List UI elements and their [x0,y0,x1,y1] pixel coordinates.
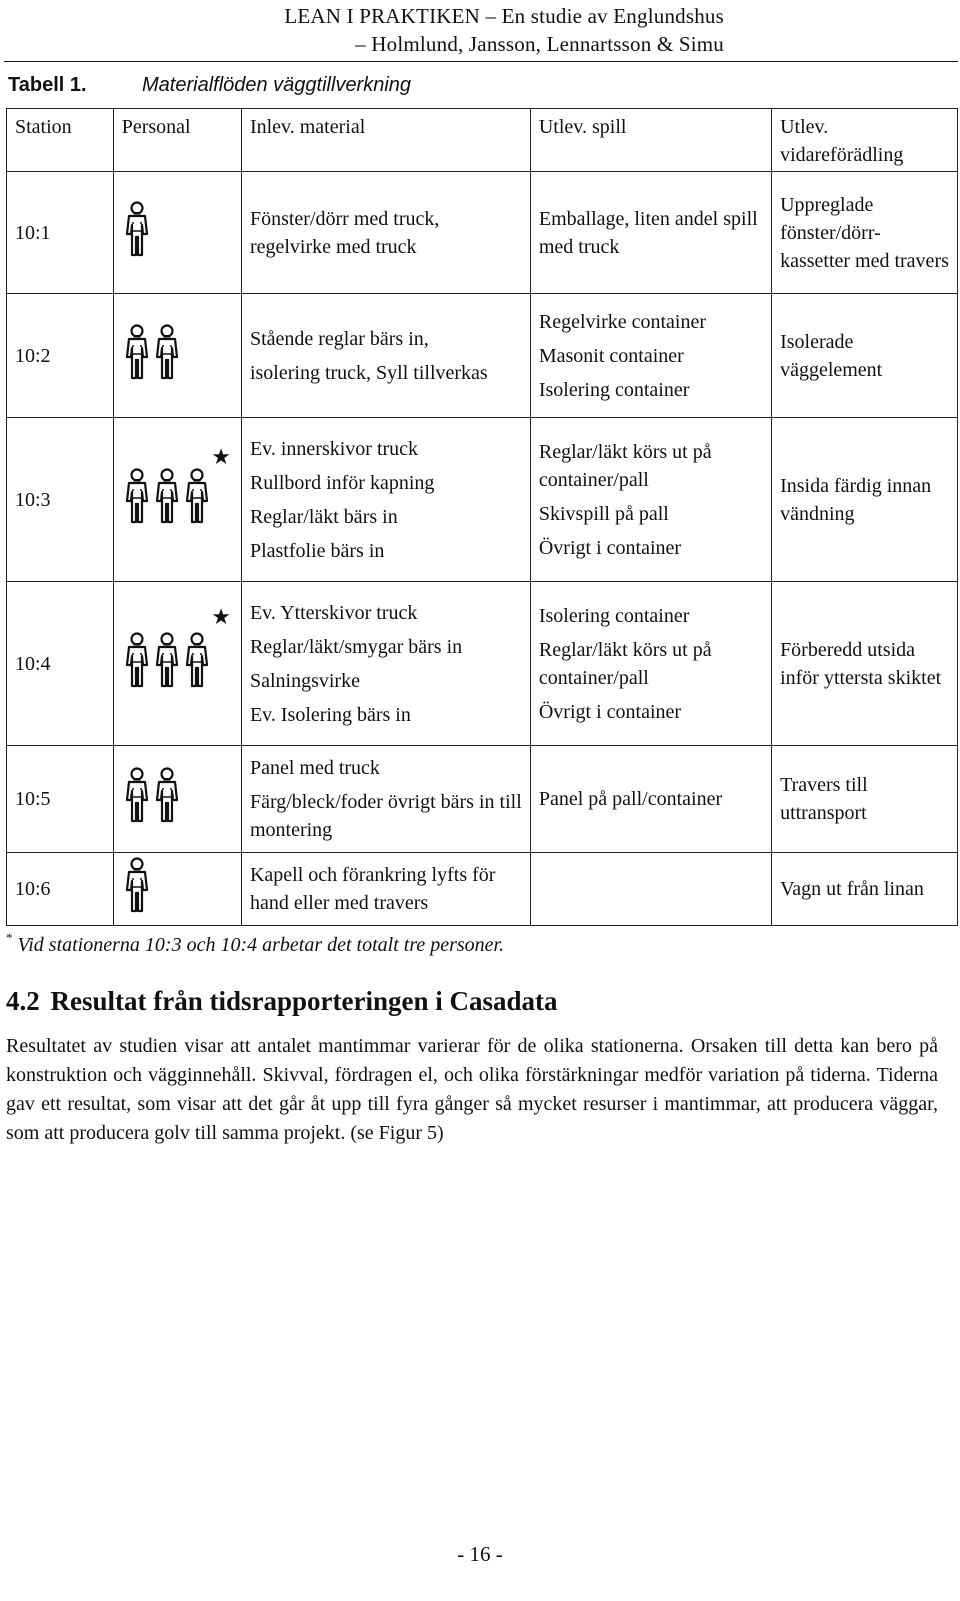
cell-inlev-line: isolering truck, Syll tillverkas [249,361,488,384]
cell-personal [113,853,241,926]
cell-inlev-line: Reglar/läkt/smygar bärs in [249,635,463,658]
cell-vidare [772,294,958,418]
person-icon [182,468,212,524]
person-icon-group [122,857,152,913]
table-caption [8,74,411,97]
cell-inlev-line: Färg/bleck/foder övrigt bärs in till montering [249,791,522,841]
cell-spill [530,418,771,582]
section-title: Resultat från tidsrapporteringen i Casadata [50,986,558,1016]
cell-inlev-line: Ev. Ytterskivor truck [249,601,418,624]
table-row [7,294,958,418]
cell-vidare-line: Förberedd utsida inför yttersta skiktet [780,638,942,689]
person-icon [122,857,152,913]
person-icon [122,324,152,380]
person-icon [122,468,152,524]
section-body: Resultatet av studien visar att antalet mantimmar varierar för de olika stationerna. Orsaken till detta kan bero på konstruktion och vägginnehåll. Skivval, fördragen el, och olika förstärkningar medför variation på tiderna. Tiderna gav ett resultat, som visar att det går åt upp till fyra gånger så mycket resurser i mantimmar, att producera väggar, som att producera golv till samma projekt. (se Figur 5) [6,1035,938,1144]
cell-spill [530,853,771,926]
person-icon [152,767,182,823]
cell-spill-line: Reglar/läkt körs ut på container/pall [538,638,712,689]
person-icon [152,468,182,524]
table-row [7,418,958,582]
running-header [284,2,724,58]
header-authors: – Holmlund, Jansson, Lennartsson & Simu [355,32,724,56]
header-station: Station [7,109,114,172]
person-icon-group [122,767,182,823]
section-number: 4.2 [6,986,40,1016]
person-icon [122,201,152,257]
table-body [7,172,958,926]
cell-vidare-line: Vagn ut från linan [780,878,924,900]
cell-spill-line: Skivspill på pall [538,502,669,525]
table-row [7,172,958,294]
cell-spill-line: Emballage, liten andel spill med truck [538,207,758,258]
material-flow-table [6,108,958,926]
person-icon [122,767,152,823]
cell-inlev-line: Plastfolie bärs in [249,539,385,562]
cell-inlev [241,582,530,746]
cell-spill-line: Reglar/läkt körs ut på container/pall [538,440,712,491]
cell-inlev-line: Panel med truck [249,757,380,779]
cell-inlev-line: Salningsvirke [249,669,360,692]
cell-vidare [772,418,958,582]
cell-vidare [772,172,958,294]
person-icon [152,632,182,688]
cell-inlev-line: Reglar/läkt bärs in [249,505,398,528]
header-rule [4,61,958,62]
cell-personal [113,582,241,746]
star-icon: ★ [211,604,231,629]
cell-station: 10:6 [7,853,114,926]
cell-spill-line: Isolering container [538,378,690,401]
cell-vidare [772,746,958,853]
person-icon-group [122,632,212,688]
person-icon [122,632,152,688]
section-heading [6,986,558,1017]
cell-vidare-line: Isolerade väggelement [780,330,883,381]
cell-station: 10:5 [7,746,114,853]
header-title: LEAN I PRAKTIKEN – En studie av Englundshus [284,4,724,28]
cell-personal [113,418,241,582]
cell-inlev-line: Kapell och förankring lyfts för hand eller med travers [249,864,496,914]
person-icon [152,324,182,380]
cell-spill-line: Övrigt i container [538,700,682,723]
cell-spill [530,746,771,853]
footnote [6,930,505,957]
table-row [7,746,958,853]
cell-vidare-line: Travers till uttransport [780,774,868,824]
footnote-text: Vid stationerna 10:3 och 10:4 arbetar det totalt tre personer. [17,934,505,956]
cell-spill [530,582,771,746]
person-icon-group [122,201,152,257]
cell-inlev [241,294,530,418]
cell-inlev-line: Stående reglar bärs in, [249,327,429,350]
header-spill: Utlev. spill [530,109,771,172]
cell-inlev [241,418,530,582]
cell-personal [113,746,241,853]
header-personal: Personal [113,109,241,172]
table-row [7,853,958,926]
cell-inlev-line: Fönster/dörr med truck, regelvirke med truck [249,207,440,258]
page-number: - 16 - [457,1542,503,1566]
header-vidare: Utlev. vidareförädling [772,109,958,172]
cell-spill [530,294,771,418]
cell-spill-line: Masonit container [538,344,684,367]
cell-vidare-line: Insida färdig innan vändning [780,474,932,525]
cell-station: 10:1 [7,172,114,294]
table-caption-title: Materialflöden väggtillverkning [142,74,412,96]
cell-vidare [772,853,958,926]
header-inlev: Inlev. material [241,109,530,172]
cell-inlev-line: Ev. Isolering bärs in [249,703,411,726]
cell-spill-line: Isolering container [538,604,690,627]
cell-inlev [241,746,530,853]
cell-station: 10:4 [7,582,114,746]
cell-personal [113,294,241,418]
cell-station: 10:3 [7,418,114,582]
cell-spill-line: Övrigt i container [538,536,682,559]
table-header-row [7,109,958,172]
cell-vidare-line: Uppreglade fönster/dörr-kassetter med travers [780,193,949,272]
person-icon [182,632,212,688]
cell-spill-line: Panel på pall/container [538,788,723,810]
cell-personal [113,172,241,294]
cell-inlev-line: Rullbord inför kapning [249,471,435,494]
cell-spill [530,172,771,294]
footnote-mark: * [6,930,13,945]
cell-inlev [241,172,530,294]
table-caption-label: Tabell 1. [8,74,87,96]
cell-vidare [772,582,958,746]
cell-station: 10:2 [7,294,114,418]
cell-inlev-line: Ev. innerskivor truck [249,437,419,460]
star-icon: ★ [211,444,231,469]
cell-spill-line: Regelvirke container [538,310,707,333]
table-row [7,582,958,746]
person-icon-group [122,324,182,380]
cell-inlev [241,853,530,926]
person-icon-group [122,468,212,524]
